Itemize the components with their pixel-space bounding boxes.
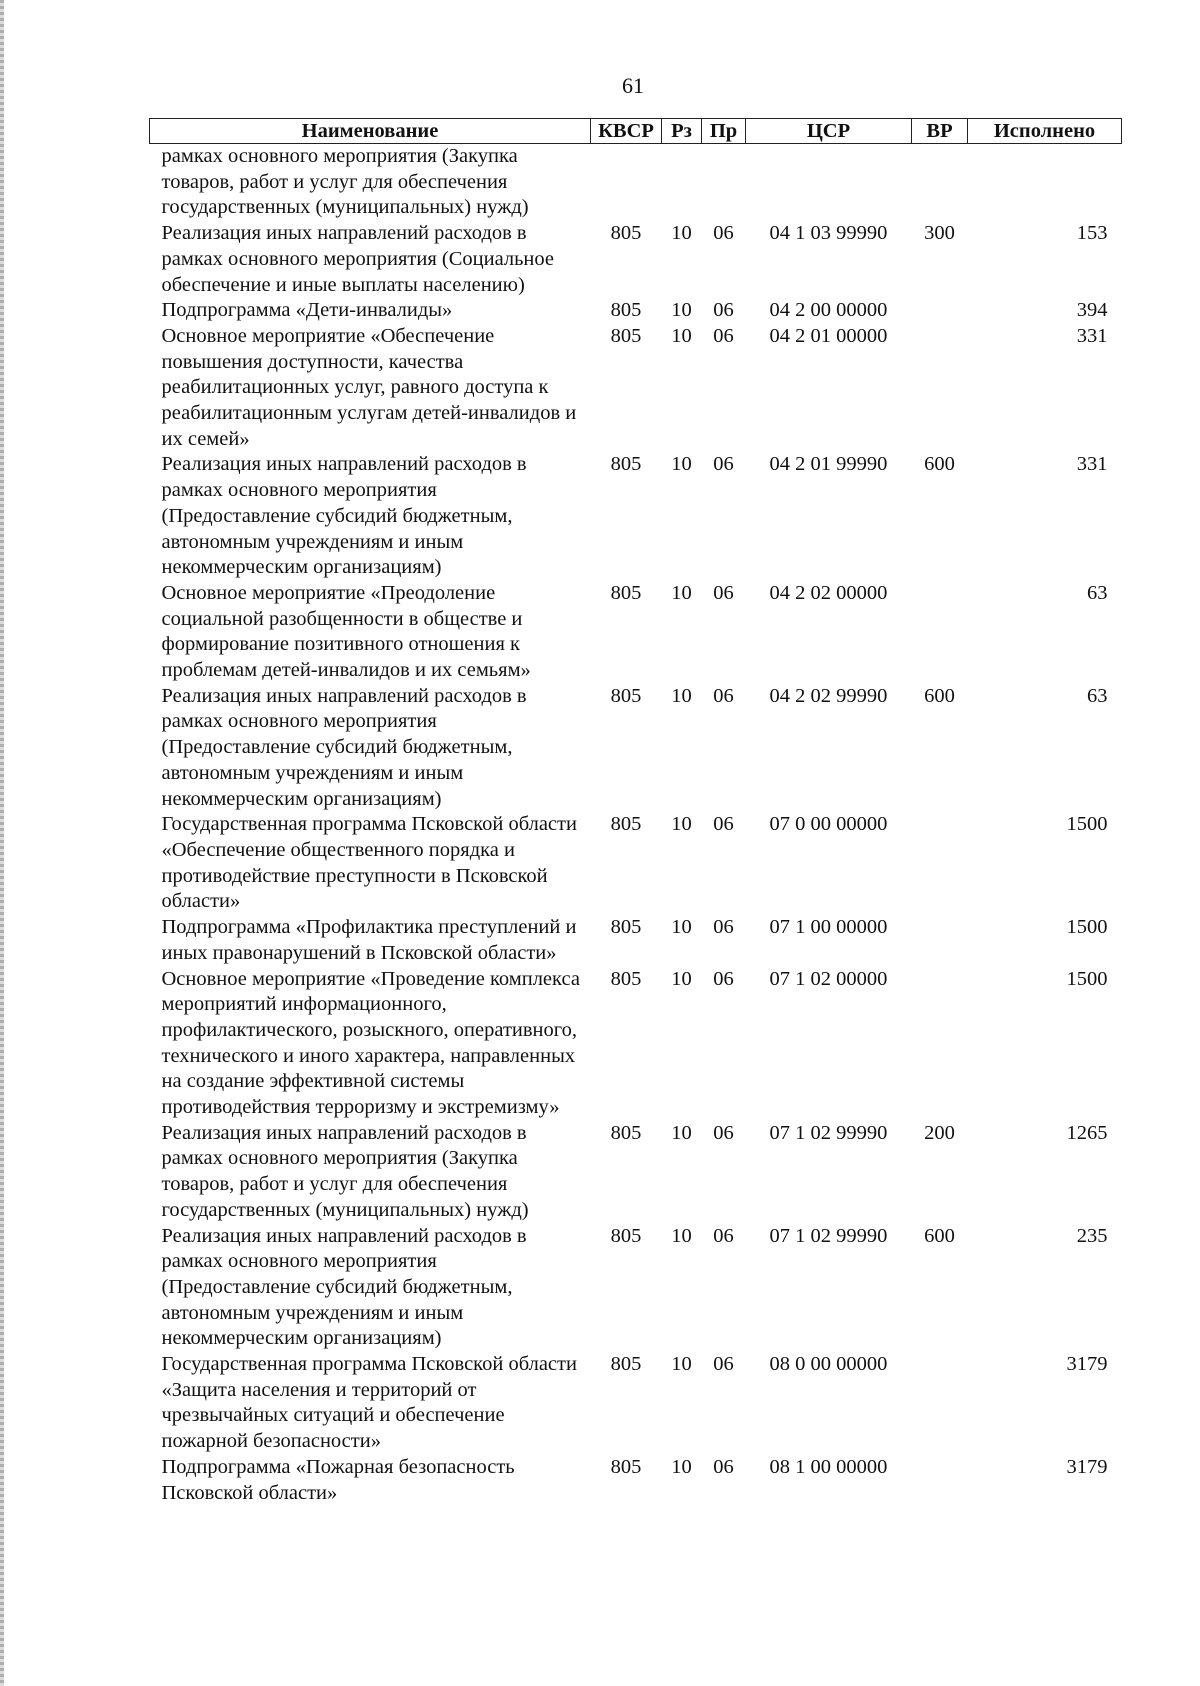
header-csr: ЦСР <box>746 119 912 144</box>
row-amount: 153 <box>1076 222 1108 245</box>
row-pr: 06 <box>713 1353 734 1376</box>
row-pr: 06 <box>713 1455 734 1478</box>
row-csr: 04 1 03 99990 <box>769 222 888 245</box>
row-csr: 04 2 02 99990 <box>769 684 888 707</box>
budget-table <box>149 118 1122 1506</box>
row-vr <box>912 1455 968 1506</box>
row-vr <box>912 967 968 1121</box>
row-amount: 1500 <box>1066 813 1108 836</box>
row-vr <box>912 144 968 222</box>
row-rz: 10 <box>671 684 692 707</box>
row-csr: 04 2 02 00000 <box>769 581 888 604</box>
row-name: Государственная программа Псковской области «Защита населения и территорий от чрезвычайных ситуаций и обеспечение пожарной безопасности» <box>161 1353 577 1453</box>
row-pr: 06 <box>713 1224 734 1247</box>
row-pr: 06 <box>713 1121 734 1144</box>
row-name: Подпрограмма «Дети-инвалиды» <box>161 299 453 322</box>
row-rz: 10 <box>671 324 692 347</box>
row-csr: 04 2 00 00000 <box>769 299 888 322</box>
row-vr <box>912 915 968 966</box>
row-name: Реализация иных направлений расходов в рамках основного мероприятия (Социальное обеспечение и иные выплаты населению) <box>161 222 554 296</box>
row-csr: 07 0 00 00000 <box>769 813 888 836</box>
row-name: Основное мероприятие «Проведение комплекса мероприятий информационного, профилактического, розыскного, оперативного, технического и иного характера, направленных на создание эффективной системы противодействия терроризму и экстремизму» <box>161 967 580 1119</box>
row-kvsr: 805 <box>610 222 642 245</box>
table-row <box>150 221 1122 298</box>
row-vr <box>912 581 968 684</box>
row-kvsr <box>591 144 662 222</box>
header-amount: Исполнено <box>968 119 1122 144</box>
row-kvsr: 805 <box>610 1224 642 1247</box>
row-pr: 06 <box>713 813 734 836</box>
row-pr: 06 <box>713 453 734 476</box>
row-pr <box>702 144 746 222</box>
row-csr: 04 2 01 99990 <box>769 453 888 476</box>
row-pr: 06 <box>713 299 734 322</box>
row-csr: 07 1 00 00000 <box>769 916 888 939</box>
row-amount: 3179 <box>1066 1455 1108 1478</box>
table-row <box>150 452 1122 581</box>
table-row <box>150 1224 1122 1353</box>
row-name: Реализация иных направлений расходов в рамках основного мероприятия (Предоставление субсидий бюджетным, автономным учреждениям и иным некоммерческим организациям) <box>161 453 527 579</box>
row-kvsr: 805 <box>610 967 642 990</box>
row-kvsr: 805 <box>610 1121 642 1144</box>
row-name: рамках основного мероприятия (Закупка товаров, работ и услуг для обеспечения государственных (муниципальных) нужд) <box>161 145 529 219</box>
row-rz: 10 <box>671 299 692 322</box>
row-name: Основное мероприятие «Обеспечение повышения доступности, качества реабилитационных услуг, равного доступа к реабилитационным услугам детей-инвалидов и их семей» <box>161 324 577 450</box>
row-pr: 06 <box>713 916 734 939</box>
row-rz: 10 <box>671 1224 692 1247</box>
row-rz: 10 <box>671 1121 692 1144</box>
row-name: Реализация иных направлений расходов в рамках основного мероприятия (Предоставление субсидий бюджетным, автономным учреждениям и иным некоммерческим организациям) <box>161 684 527 810</box>
row-csr: 07 1 02 99990 <box>769 1224 888 1247</box>
row-csr: 04 2 01 00000 <box>769 324 888 347</box>
table-row <box>150 324 1122 453</box>
row-kvsr: 805 <box>610 453 642 476</box>
row-vr: 600 <box>924 684 955 707</box>
header-vr: ВР <box>912 119 968 144</box>
row-name: Подпрограмма «Профилактика преступлений и иных правонарушений в Псковской области» <box>161 916 577 964</box>
row-amount: 394 <box>1076 299 1108 322</box>
row-kvsr: 805 <box>610 1353 642 1376</box>
table-row <box>150 1455 1122 1506</box>
table-row <box>150 144 1122 222</box>
row-rz: 10 <box>671 581 692 604</box>
row-amount: 1265 <box>1066 1121 1108 1144</box>
row-vr <box>912 812 968 915</box>
row-pr: 06 <box>713 581 734 604</box>
row-name: Реализация иных направлений расходов в рамках основного мероприятия (Предоставление субсидий бюджетным, автономным учреждениям и иным некоммерческим организациям) <box>161 1224 527 1350</box>
header-name: Наименование <box>150 119 591 144</box>
row-pr: 06 <box>713 222 734 245</box>
row-amount: 1500 <box>1066 967 1108 990</box>
table-row <box>150 1352 1122 1455</box>
row-name: Государственная программа Псковской области «Обеспечение общественного порядка и противодействие преступности в Псковской области» <box>161 813 577 913</box>
table-row <box>150 298 1122 324</box>
table-row <box>150 684 1122 813</box>
row-rz: 10 <box>671 222 692 245</box>
scan-edge <box>0 0 4 1686</box>
row-pr: 06 <box>713 684 734 707</box>
row-vr: 200 <box>924 1121 955 1144</box>
row-rz: 10 <box>671 967 692 990</box>
row-pr: 06 <box>713 967 734 990</box>
table-body <box>150 144 1122 1507</box>
table-row <box>150 915 1122 966</box>
row-rz: 10 <box>671 1353 692 1376</box>
row-csr: 08 0 00 00000 <box>769 1353 888 1376</box>
row-amount: 331 <box>1076 324 1108 347</box>
row-amount: 63 <box>1087 581 1108 604</box>
row-amount: 63 <box>1087 684 1108 707</box>
row-vr: 600 <box>924 1224 955 1247</box>
page-number: 61 <box>622 73 644 98</box>
row-rz: 10 <box>671 916 692 939</box>
row-csr: 07 1 02 00000 <box>769 967 888 990</box>
table-row <box>150 812 1122 915</box>
row-name: Подпрограмма «Пожарная безопасность Псковской области» <box>161 1455 515 1504</box>
row-kvsr: 805 <box>610 324 642 347</box>
row-kvsr: 805 <box>610 684 642 707</box>
row-vr <box>912 298 968 324</box>
row-name: Реализация иных направлений расходов в рамках основного мероприятия (Закупка товаров, работ и услуг для обеспечения государственных (муниципальных) нужд) <box>161 1121 529 1221</box>
table-row <box>150 967 1122 1121</box>
row-amount: 1500 <box>1066 916 1108 939</box>
row-csr: 07 1 02 99990 <box>769 1121 888 1144</box>
table-row <box>150 581 1122 684</box>
row-amount: 331 <box>1076 453 1108 476</box>
table-row <box>150 1121 1122 1224</box>
header-rz: Рз <box>662 119 702 144</box>
row-kvsr: 805 <box>610 581 642 604</box>
row-amount: 3179 <box>1066 1353 1108 1376</box>
row-vr: 300 <box>924 222 955 245</box>
row-rz: 10 <box>671 813 692 836</box>
row-csr <box>746 144 912 222</box>
row-rz: 10 <box>671 1455 692 1478</box>
header-kvsr: КВСР <box>591 119 662 144</box>
row-vr <box>912 324 968 453</box>
row-kvsr: 805 <box>610 1455 642 1478</box>
row-amount <box>968 144 1122 222</box>
row-amount: 235 <box>1076 1224 1108 1247</box>
table-header-row <box>150 119 1122 144</box>
header-pr: Пр <box>702 119 746 144</box>
row-kvsr: 805 <box>610 299 642 322</box>
row-csr: 08 1 00 00000 <box>769 1455 888 1478</box>
row-name: Основное мероприятие «Преодоление социальной разобщенности в обществе и формирование позитивного отношения к проблемам детей-инвалидов и их семьям» <box>161 581 531 682</box>
row-rz: 10 <box>671 453 692 476</box>
row-kvsr: 805 <box>610 916 642 939</box>
row-pr: 06 <box>713 324 734 347</box>
row-vr <box>912 1352 968 1455</box>
row-rz <box>662 144 702 222</box>
row-vr: 600 <box>924 453 955 476</box>
row-kvsr: 805 <box>610 813 642 836</box>
